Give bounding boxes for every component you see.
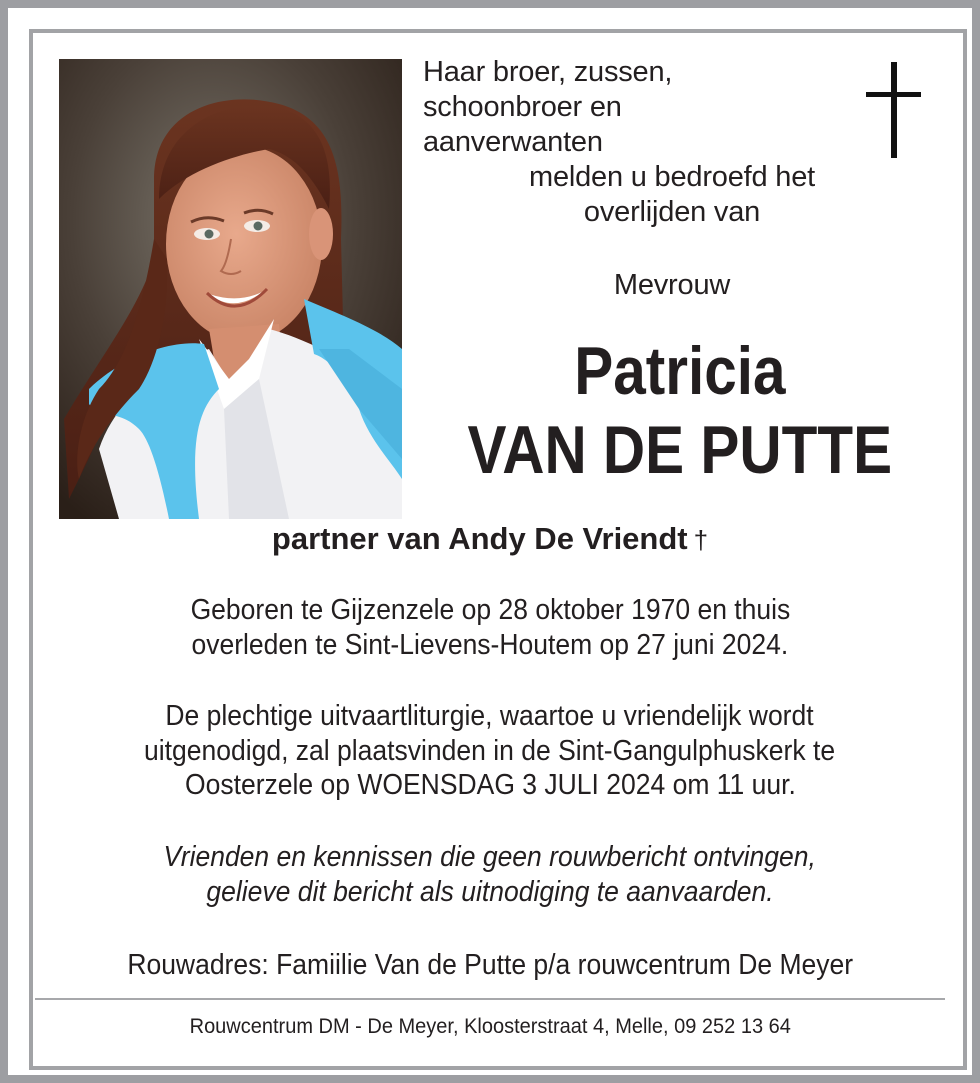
announcer-line-3: aanverwanten bbox=[423, 126, 603, 158]
announcement-line-2: overlijden van bbox=[583, 196, 761, 228]
invitation-line-1: Vrienden en kennissen die geen rouwbericht ontvingen, bbox=[163, 841, 817, 873]
announcer-line-1: Haar broer, zussen, bbox=[423, 56, 673, 88]
funeral-line-2: uitgenodigd, zal plaatsvinden in de Sint-Gangulphuskerk te bbox=[144, 734, 836, 767]
dagger-icon: † bbox=[693, 525, 709, 555]
deceased-last-name: VAN DE PUTTE bbox=[467, 412, 893, 488]
divider bbox=[35, 998, 945, 1000]
birth-death-line-1: Geboren te Gijzenzele op 28 oktober 1970 en thuis bbox=[190, 594, 790, 626]
announcement-line-1: melden u bedroefd het bbox=[528, 161, 815, 193]
invitation-line-2: gelieve dit bericht als uitnodiging te aanvaarden. bbox=[206, 875, 774, 908]
funeral-line-3: Oosterzele op WOENSDAG 3 JULI 2024 om 11 uur. bbox=[184, 769, 796, 801]
salutation: Mevrouw bbox=[613, 269, 731, 301]
cross-icon bbox=[866, 62, 921, 158]
funeral-line-1: De plechtige uitvaartliturgie, waartoe u vriendelijk wordt bbox=[165, 700, 815, 732]
deceased-first-name: Patricia bbox=[574, 333, 786, 409]
birth-death-line-2: overleden te Sint-Lievens-Houtem op 27 juni 2024. bbox=[191, 628, 789, 661]
cross-vertical-bar bbox=[891, 62, 897, 158]
mourning-address-text: Rouwadres: Famiilie Van de Putte p/a rouwcentrum De Meyer bbox=[127, 949, 853, 981]
funeral-home-footer bbox=[0, 1011, 980, 1041]
birth-death-paragraph bbox=[0, 593, 980, 662]
mourning-address bbox=[0, 948, 980, 983]
partner-text: partner van Andy De Vriendt bbox=[271, 521, 688, 556]
partner-line bbox=[0, 519, 980, 560]
funeral-home-text: Rouwcentrum DM - De Meyer, Kloosterstraat 4, Melle, 09 252 13 64 bbox=[189, 1014, 791, 1038]
portrait-photo bbox=[59, 59, 402, 519]
invitation-note bbox=[0, 840, 980, 909]
announcer-line-2: schoonbroer en bbox=[423, 91, 622, 123]
cross-horizontal-bar bbox=[866, 92, 921, 97]
funeral-paragraph bbox=[0, 699, 980, 803]
